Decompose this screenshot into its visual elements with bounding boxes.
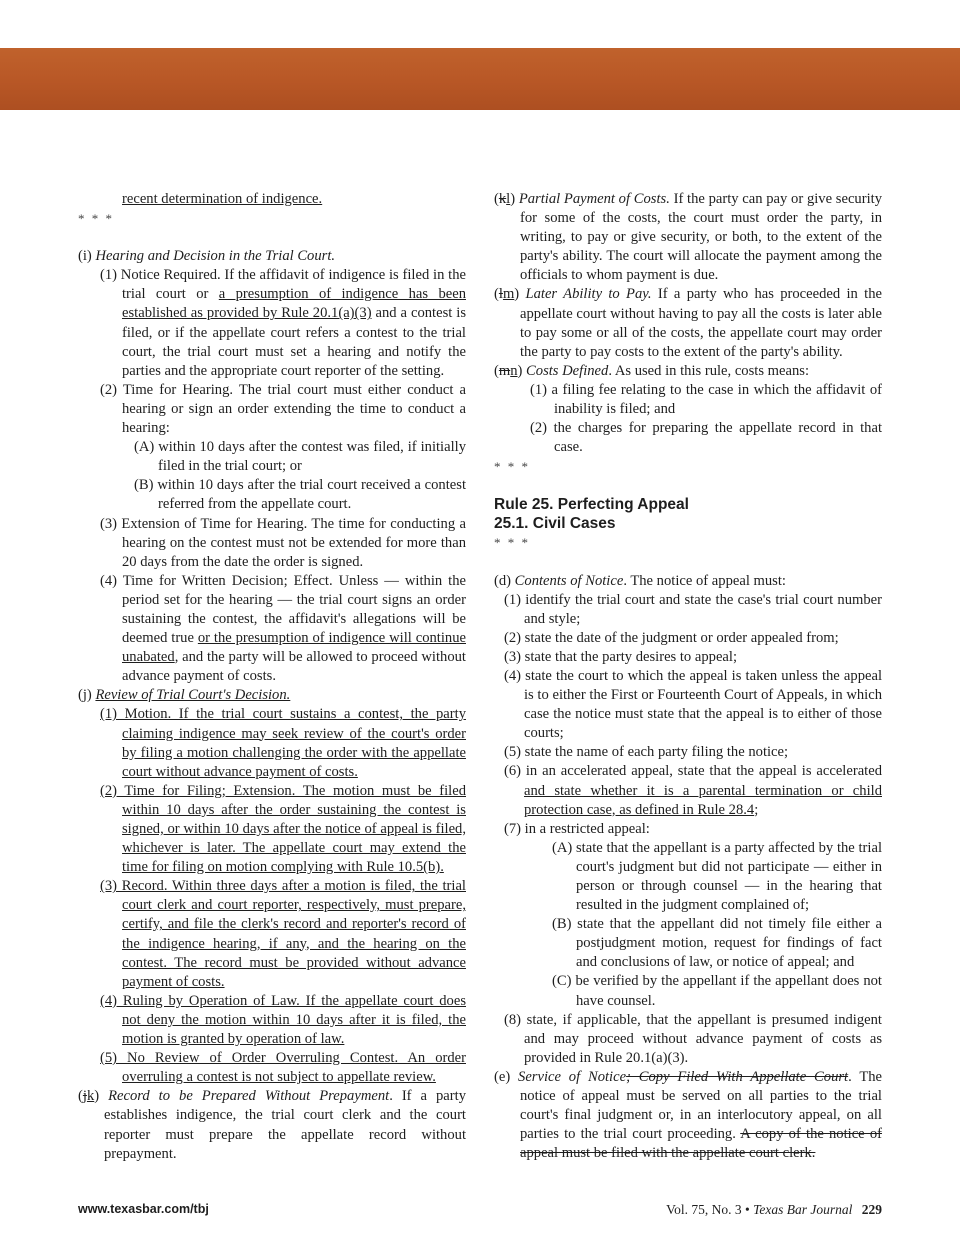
continuation-line: recent determination of indigence.	[122, 191, 323, 207]
section-d-7: (7) in a restricted appeal:	[504, 820, 650, 837]
footer-issue	[666, 1202, 882, 1218]
section-k: (jk) Record to be Prepared Without Prepayment. If a party establishes indigence, the trial court clerk and the court reporter must prepare the appellate record without prepayment.	[78, 1088, 466, 1162]
rule-subtitle: 25.1. Civil Cases	[494, 515, 616, 533]
section-d-7-B: (B) state that the appellant did not timely file either a postjudgment motion, request for findings of fact and conclusions of law, or notice of appeal; and	[552, 916, 882, 971]
header-band	[0, 48, 960, 110]
section-m: (lm) Later Ability to Pay. If a party who has proceeded in the appellate court without having to pay all the costs is later able to pay some or all of the costs, the appellate court may order the party to pay costs to the extent of the party's ability.	[494, 286, 882, 360]
footer-url[interactable]: www.texasbar.com/tbj	[78, 1202, 209, 1216]
right-column	[494, 190, 882, 1163]
section-j-1: (1) Motion. If the trial court sustains a contest, the party claiming indigence may seek review of the court's order by filing a motion challenging the order with the appellate court without advance payment of costs.	[100, 706, 466, 780]
section-d-7-C: (C) be verified by the appellant if the appellant does not have counsel.	[552, 973, 882, 1009]
section-j-3: (3) Record. Within three days after a motion is filed, the trial court clerk and court reporter, respectively, must prepare, certify, and file the clerk's record and reporter's record of the indigence hearing, if any, and the hearing on the contest. The record must be provided without advance payment of costs.	[100, 878, 466, 990]
section-n: (mn) Costs Defined. As used in this rule, costs means:	[494, 362, 809, 379]
section-j-4: (4) Ruling by Operation of Law. If the appellate court does not deny the motion within 10 days after it is filed, the motion is granted by operation of law.	[100, 992, 466, 1048]
section-i-2-A: (A) within 10 days after the contest was filed, if initially filed in the trial court; or	[134, 439, 466, 475]
section-n-2: (2) the charges for preparing the appellate record in that case.	[530, 420, 882, 456]
page-number: 229	[861, 1202, 882, 1217]
section-d-8: (8) state, if applicable, that the appellant is presumed indigent and may proceed without advance payment of costs as provided in Rule 20.1(a)(3).	[504, 1011, 882, 1066]
left-column	[78, 190, 466, 1164]
section-d-2: (2) state the date of the judgment or order appealed from;	[504, 629, 839, 646]
omission-marker: * * *	[78, 211, 114, 227]
section-e: (e) Service of Notice; Copy Filed With Appellate Court. The notice of appeal must be served on all parties to the trial court's final judgment or, in an interlocutory appeal, on all parties to the trial court proceeding. A copy of the notice of appeal must be filed with the appellate court clerk.	[494, 1068, 883, 1162]
section-i-4: (4) Time for Written Decision; Effect. Unless — within the period set for the hearing — the trial court signs an order sustaining the contest, the affidavit's allegations will be deemed true or the presumption of indigence will continue unabated, and the party will be allowed to proceed without advance payment of costs.	[100, 572, 466, 685]
section-j-2: (2) Time for Filing; Extension. The motion must be filed within 10 days after the order sustaining the contest is signed, or within 10 days after the notice of appeal is filed, whichever is later. The appellate court may extend the time for filing on motion complying with Rule 10.5(b).	[100, 782, 466, 876]
section-j-heading: (j) Review of Trial Court's Decision.	[78, 687, 291, 704]
section-d-3: (3) state that the party desires to appeal;	[504, 648, 738, 665]
page-footer	[78, 1202, 882, 1222]
volume-issue: Vol. 75, No. 3	[666, 1202, 742, 1217]
section-d-heading: (d) Contents of Notice. The notice of appeal must:	[494, 572, 786, 589]
rule-title: Rule 25. Perfecting Appeal	[494, 496, 689, 514]
section-l: (kl) Partial Payment of Costs. If the party can pay or give security for some of the costs, the court must order the party, in writing, to pay or give security, or both, to the extent of the party's ability. The court will allocate the payment among the officials to whom payment is due.	[494, 191, 882, 284]
section-d-4: (4) state the court to which the appeal is taken unless the appeal is to either the First or Fourteenth Court of Appeals, in which case the notice must state that the appeal is to either of those courts;	[504, 667, 882, 742]
footer-bullet: •	[745, 1202, 750, 1217]
section-d-7-A: (A) state that the appellant is a party affected by the trial court's judgment but did not participate — either in person or through counsel — in the hearing that resulted in the judgment complained of;	[552, 839, 882, 914]
section-i-heading: (i) Hearing and Decision in the Trial Court.	[78, 248, 336, 265]
section-i-2: (2) Time for Hearing. The trial court must either conduct a hearing or sign an order extending the time to conduct a hearing:	[100, 381, 466, 437]
section-i-3: (3) Extension of Time for Hearing. The time for conducting a hearing on the contest must not be extended for more than 20 days from the date the order is signed.	[100, 515, 466, 570]
section-n-1: (1) a filing fee relating to the case in which the affidavit of inability is filed; and	[530, 381, 882, 418]
journal-name: Texas Bar Journal	[753, 1202, 853, 1217]
section-d-6: (6) in an accelerated appeal, state that the appeal is accelerated and state whether it is a parental termination or child protection case, as defined in Rule 28.4;	[504, 763, 882, 818]
section-d-5: (5) state the name of each party filing the notice;	[504, 744, 789, 761]
section-i-2-B: (B) within 10 days after the trial court received a contest referred from the appellate court.	[134, 477, 466, 513]
section-j-5: (5) No Review of Order Overruling Contest. An order overruling a contest is not subject to appellate review.	[100, 1050, 466, 1086]
omission-marker: * * *	[494, 535, 530, 551]
section-d-1: (1) identify the trial court and state the case's trial court number and style;	[504, 591, 882, 627]
omission-marker: * * *	[494, 459, 530, 475]
section-i-1: (1) Notice Required. If the affidavit of indigence is filed in the trial court or a presumption of indigence has been established as provided by Rule 20.1(a)(3) and a contest is filed, or if the appellate court refers a contest to the trial court, the trial court must set a hearing and notify the parties and the appropriate court reporter of the setting.	[100, 267, 466, 379]
